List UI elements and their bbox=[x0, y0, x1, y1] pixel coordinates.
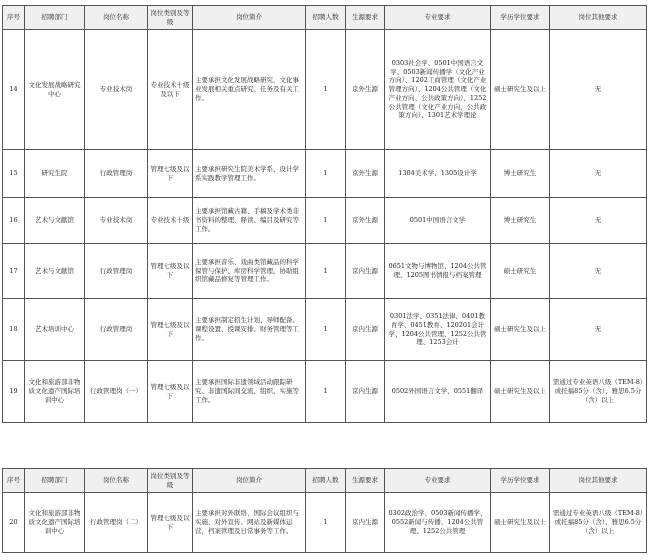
cell-intro: 主要承担馆藏古籍、手稿及学术类非书资料的整理、释读、编目及研究等工作。 bbox=[193, 198, 306, 244]
cell-dept: 文化和旅游部非物质文化遗产国际培训中心 bbox=[25, 493, 85, 553]
cell-post: 专业技术岗 bbox=[85, 30, 148, 150]
cell-intro: 主要承担制定招生计划、导师配备、课程设置、授课安排、财务管理等工作。 bbox=[193, 299, 306, 361]
cell-other: 无 bbox=[550, 299, 647, 361]
cell-count: 1 bbox=[306, 493, 346, 553]
cell-post: 行政管理岗（二） bbox=[85, 493, 148, 553]
header-dept: 招聘部门 bbox=[25, 469, 85, 493]
cell-post: 行政管理岗（一） bbox=[85, 361, 148, 423]
cell-major: 0303社会学、0501中国语言文学、0503新闻传播学（文化产业方向）、1202工商管理（文化产业管理方向）、1204公共管理（文化产业方向、公共政策方向）、1252公共管理（文化产业方向、公共政策方向）、1301艺术学理论 bbox=[385, 30, 491, 150]
cell-origin: 京内生源 bbox=[346, 493, 385, 553]
cell-degree: 博士研究生 bbox=[491, 150, 550, 198]
cell-origin: 京外生源 bbox=[346, 150, 385, 198]
cell-no: 20 bbox=[3, 493, 25, 553]
cell-origin: 京内生源 bbox=[346, 361, 385, 423]
cell-other: 无 bbox=[550, 150, 647, 198]
table-row bbox=[3, 244, 647, 299]
cell-dept: 艺术培训中心 bbox=[25, 299, 85, 361]
cell-count: 1 bbox=[306, 30, 346, 150]
cell-intro: 主要承担研究生院美术学系、设计学系实践教学管理工作。 bbox=[193, 150, 306, 198]
table-row bbox=[3, 30, 647, 150]
cell-dept: 文化和旅游部非物质文化遗产国际培训中心 bbox=[25, 361, 85, 423]
header-dept: 招聘部门 bbox=[25, 6, 85, 30]
table-header-row bbox=[3, 469, 647, 493]
header-major: 专业要求 bbox=[385, 469, 491, 493]
cell-other: 需通过专业英语八级（TEM-8）或托福85分（含）、雅思6.5分（含）以上 bbox=[550, 493, 647, 553]
cell-intro: 主要承担对外联络、国际会议组织与实施、对外宣传、网站及新媒体运营，档案管理及日常事务等工作。 bbox=[193, 493, 306, 553]
cell-count: 1 bbox=[306, 198, 346, 244]
cell-grade: 专业技术十级及以下 bbox=[148, 30, 193, 150]
recruitment-table-continued bbox=[2, 468, 647, 553]
table-row bbox=[3, 299, 647, 361]
header-no: 序号 bbox=[3, 469, 25, 493]
header-other: 岗位其他要求 bbox=[550, 469, 647, 493]
cell-grade: 管理七级及以下 bbox=[148, 361, 193, 423]
cell-other: 无 bbox=[550, 198, 647, 244]
cell-intro: 主要承担音乐、戏曲类馆藏品的科学保管与保护、库房科学管理，协助组织馆藏品修复等管理工作。 bbox=[193, 244, 306, 299]
cell-degree: 硕士研究生及以上 bbox=[491, 361, 550, 423]
cell-intro: 主要承担文化发展战略研究，文化事业发展相关重点研究、任务及有关工作。 bbox=[193, 30, 306, 150]
cell-post: 专业技术岗 bbox=[85, 198, 148, 244]
cell-origin: 京外生源 bbox=[346, 30, 385, 150]
cell-degree: 硕士研究生 bbox=[491, 244, 550, 299]
header-grade: 岗位类别及等级 bbox=[148, 469, 193, 493]
cell-dept: 研究生院 bbox=[25, 150, 85, 198]
cell-no: 15 bbox=[3, 150, 25, 198]
header-post: 岗位名称 bbox=[85, 6, 148, 30]
cell-grade: 管理七级及以下 bbox=[148, 150, 193, 198]
header-origin: 生源要求 bbox=[346, 6, 385, 30]
header-no: 序号 bbox=[3, 6, 25, 30]
cell-major: 0301法学、0351法律、0401教育学、0451教育、120201会计学、1204公共管理、1252公共管理、1253会计 bbox=[385, 299, 491, 361]
cell-major: 1304美术学、1305设计学 bbox=[385, 150, 491, 198]
cell-grade: 管理七级及以下 bbox=[148, 493, 193, 553]
cell-no: 19 bbox=[3, 361, 25, 423]
cell-other: 需通过专业英语八级（TEM-8）或托福85分（含）、雅思6.5分（含）以上 bbox=[550, 361, 647, 423]
header-grade: 岗位类别及等级 bbox=[148, 6, 193, 30]
header-post: 岗位名称 bbox=[85, 469, 148, 493]
cell-no: 17 bbox=[3, 244, 25, 299]
cell-grade: 专业技术十级 bbox=[148, 198, 193, 244]
cell-grade: 管理七级及以下 bbox=[148, 244, 193, 299]
cell-dept: 艺术与文献馆 bbox=[25, 244, 85, 299]
cell-count: 1 bbox=[306, 299, 346, 361]
cell-dept: 文化发展战略研究中心 bbox=[25, 30, 85, 150]
cell-major: 0302政治学、0503新闻传播学、0552新闻与传播、1204公共管理、1252公共管理 bbox=[385, 493, 491, 553]
cell-no: 18 bbox=[3, 299, 25, 361]
header-origin: 生源要求 bbox=[346, 469, 385, 493]
cell-origin: 京内生源 bbox=[346, 244, 385, 299]
cell-major: 0501中国语言文学 bbox=[385, 198, 491, 244]
cell-major: 0651文物与博物馆、1204公共管理、1205图书情报与档案管理 bbox=[385, 244, 491, 299]
cell-no: 16 bbox=[3, 198, 25, 244]
header-degree: 学历学位要求 bbox=[491, 6, 550, 30]
header-other: 岗位其他要求 bbox=[550, 6, 647, 30]
header-count: 招聘人数 bbox=[306, 6, 346, 30]
cell-count: 1 bbox=[306, 244, 346, 299]
cell-grade: 管理七级及以下 bbox=[148, 299, 193, 361]
header-count: 招聘人数 bbox=[306, 469, 346, 493]
cell-degree: 硕士研究生及以上 bbox=[491, 493, 550, 553]
cell-count: 1 bbox=[306, 150, 346, 198]
cell-degree: 博士研究生 bbox=[491, 198, 550, 244]
header-intro: 岗位简介 bbox=[193, 6, 306, 30]
cell-other: 无 bbox=[550, 30, 647, 150]
header-degree: 学历学位要求 bbox=[491, 469, 550, 493]
cell-origin: 京内生源 bbox=[346, 299, 385, 361]
cell-major: 0502外国语言文学、0551翻译 bbox=[385, 361, 491, 423]
header-major: 专业要求 bbox=[385, 6, 491, 30]
table-row bbox=[3, 150, 647, 198]
table-row bbox=[3, 198, 647, 244]
cell-post: 行政管理岗 bbox=[85, 244, 148, 299]
cell-degree: 硕士研究生及以上 bbox=[491, 30, 550, 150]
recruitment-table bbox=[2, 5, 647, 423]
header-intro: 岗位简介 bbox=[193, 469, 306, 493]
cell-degree: 硕士研究生及以上 bbox=[491, 299, 550, 361]
cell-origin: 京外生源 bbox=[346, 198, 385, 244]
cell-no: 14 bbox=[3, 30, 25, 150]
cell-other: 无 bbox=[550, 244, 647, 299]
table-row bbox=[3, 493, 647, 553]
table-row bbox=[3, 361, 647, 423]
table-header-row bbox=[3, 6, 647, 30]
cell-count: 1 bbox=[306, 361, 346, 423]
cell-post: 行政管理岗 bbox=[85, 150, 148, 198]
cell-intro: 主要承担国际非遗领域活动跟踪研究、非遗国际间交流、组织、实施等工作。 bbox=[193, 361, 306, 423]
cell-dept: 艺术与文献馆 bbox=[25, 198, 85, 244]
cell-post: 行政管理岗 bbox=[85, 299, 148, 361]
